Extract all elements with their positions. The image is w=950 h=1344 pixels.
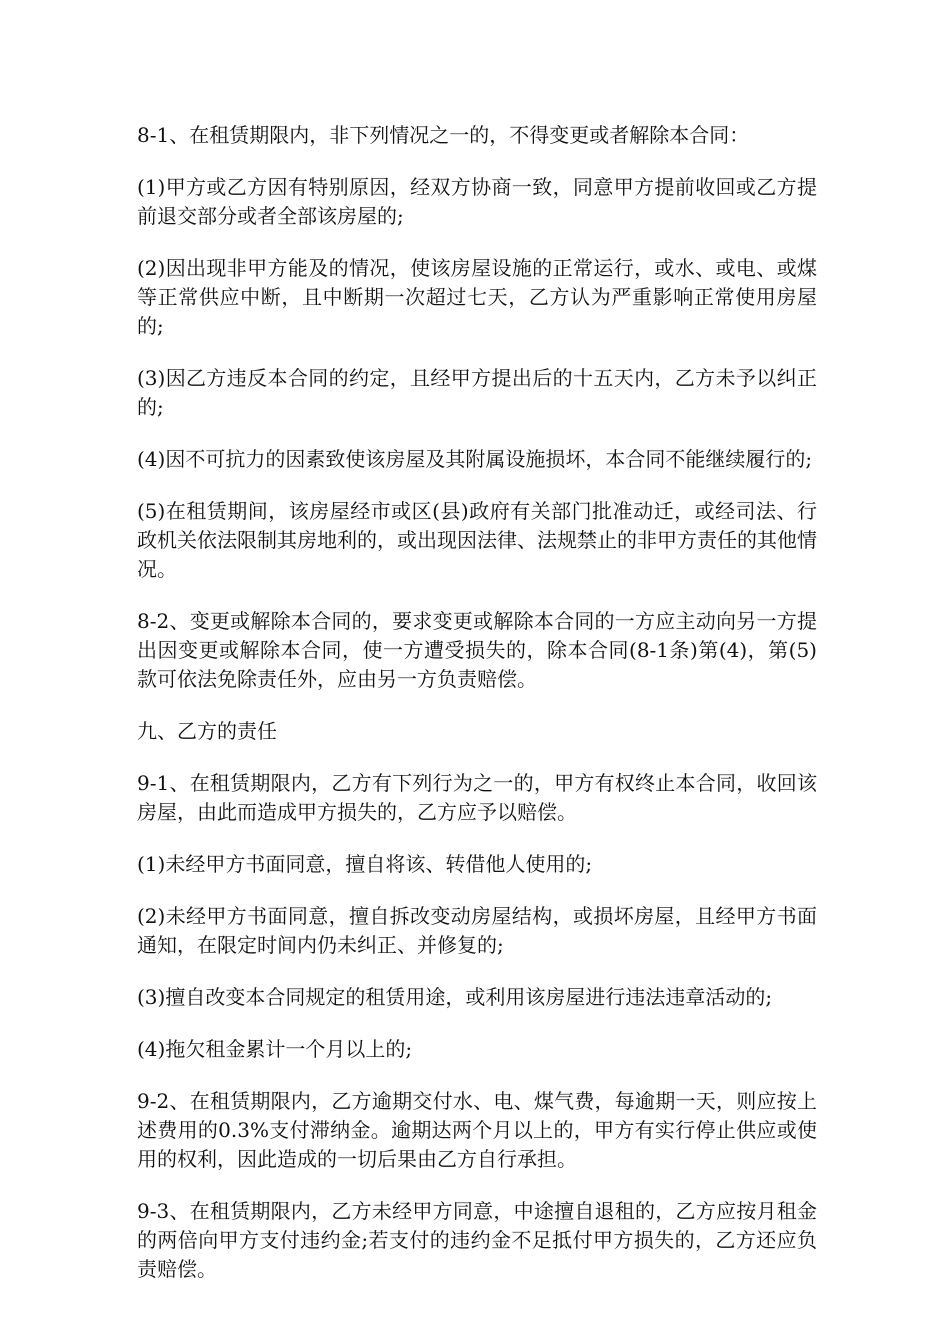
clause-8-1: 8-1、在租赁期限内，非下列情况之一的，不得变更或者解除本合同： <box>137 123 750 147</box>
clause-9-1-item-1: (1)未经甲方书面同意，擅自将该、转借他人使用的; <box>137 852 593 876</box>
section-heading-9: 九、乙方的责任 <box>137 719 277 743</box>
clause-9-1-item-2: (2)未经甲方书面同意，擅自拆改变动房屋结构，或损坏房屋，且经甲方书面通知，在限定时间内仍未纠正、并修复的; <box>137 904 817 957</box>
clause-8-1-item-5: (5)在租赁期间，该房屋经市或区(县)政府有关部门批准动迁，或经司法、行政机关依法限制其房地利的，或出现因法律、法规禁止的非甲方责任的其他情况。 <box>137 499 817 581</box>
clause-8-1-item-4: (4)因不可抗力的因素致使该房屋及其附属设施损坏，本合同不能继续履行的; <box>137 447 813 471</box>
clause-8-2: 8-2、变更或解除本合同的，要求变更或解除本合同的一方应主动向另一方提出因变更或解除本合同，使一方遭受损失的，除本合同(8-1条)第(4)，第(5)款可依法免除责任外，应由另一方负责赔偿。 <box>137 609 817 691</box>
clause-8-1-item-1: (1)甲方或乙方因有特别原因，经双方协商一致，同意甲方提前收回或乙方提前退交部分或者全部该房屋的; <box>137 175 817 228</box>
clause-9-3: 9-3、在租赁期限内，乙方未经甲方同意，中途擅自退租的，乙方应按月租金的两倍向甲方支付违约金;若支付的违约金不足抵付甲方损失的，乙方还应负责赔偿。 <box>137 1199 817 1281</box>
clause-8-1-item-2: (2)因出现非甲方能及的情况，使该房屋设施的正常运行，或水、或电、或煤等正常供应中断，且中断期一次超过七天，乙方认为严重影响正常使用房屋的; <box>137 256 817 338</box>
clause-9-2: 9-2、在租赁期限内，乙方逾期交付水、电、煤气费，每逾期一天，则应按上述费用的0.3%支付滞纳金。逾期达两个月以上的，甲方有实行停止供应或使用的权利，因此造成的一切后果由乙方自行承担。 <box>137 1089 817 1171</box>
clause-9-1: 9-1、在租赁期限内，乙方有下列行为之一的，甲方有权终止本合同，收回该房屋，由此而造成甲方损失的，乙方应予以赔偿。 <box>137 771 817 824</box>
clause-9-1-item-4: (4)拖欠租金累计一个月以上的; <box>137 1037 413 1061</box>
document-page <box>137 121 817 1307</box>
clause-8-1-item-3: (3)因乙方违反本合同的约定，且经甲方提出后的十五天内，乙方未予以纠正的; <box>137 366 817 419</box>
clause-9-1-item-3: (3)擅自改变本合同规定的租赁用途，或利用该房屋进行违法违章活动的; <box>137 985 773 1009</box>
